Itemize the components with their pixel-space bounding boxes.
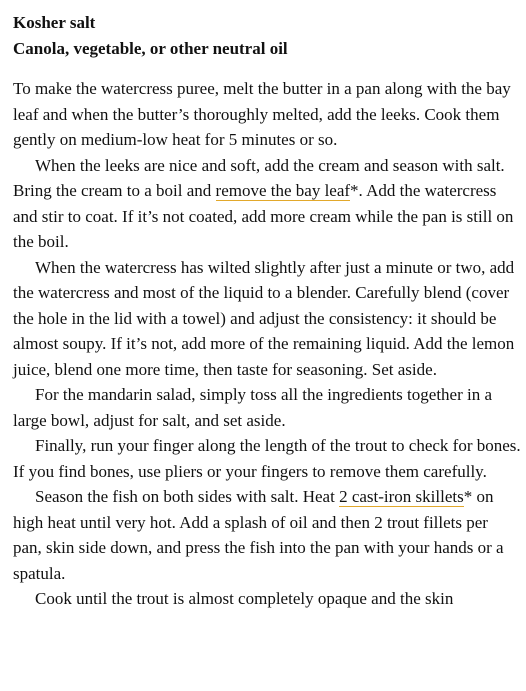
cast-iron-skillets-link[interactable]: 2 cast-iron skillets (339, 487, 464, 506)
paragraph-text: For the mandarin salad, simply toss all the ingredients together in a large bowl, adjust for salt, and set aside. (13, 385, 493, 430)
instruction-paragraph-blend (13, 255, 521, 383)
instruction-paragraph-bones (13, 433, 521, 484)
instruction-paragraph-leeks (13, 153, 521, 255)
paragraph-text: Cook until the trout is almost completely opaque and the skin (35, 589, 454, 608)
remove-bay-leaf-link[interactable]: remove the bay leaf (215, 181, 351, 200)
paragraph-text: When the watercress has wilted slightly after just a minute or two, add the watercress and most of the liquid to a blender. Carefully blend (cover the hole in the lid with a towel) and adjust the consistency: it should be almost soupy. If it’s not, add more of the remaining liquid. Add the lemon juice, blend one more time, then taste for seasoning. Set aside. (13, 257, 515, 379)
instruction-paragraph-cook-trout (13, 586, 521, 612)
paragraph-text: To make the watercress puree, melt the butter in a pan along with the bay leaf and when the butter’s thoroughly melted, add the leeks. Cook them gently on medium-low heat for 5 minutes or so. (13, 79, 511, 149)
paragraph-text: *. Add the watercress and stir to coat. If it’s not coated, add more cream while the pan is still on the boil. (13, 181, 514, 251)
instruction-paragraph-puree (13, 76, 521, 153)
ingredient-neutral-oil: Canola, vegetable, or other neutral oil (13, 39, 288, 58)
ingredient-list (13, 10, 526, 62)
paragraph-text: Finally, run your finger along the length of the trout to check for bones. If you find bones, use pliers or your fingers to remove them carefully. (13, 436, 521, 481)
paragraph-text: * on high heat until very hot. Add a splash of oil and then 2 trout fillets per pan, skin side down, and press the fish into the pan with your hands or a spatula. (13, 487, 504, 583)
instructions (13, 76, 521, 612)
paragraph-text: Season the fish on both sides with salt. Heat (35, 487, 340, 506)
ingredient-kosher-salt: Kosher salt (13, 13, 96, 32)
paragraph-text: When the leeks are nice and soft, add the cream and season with salt. Bring the cream to a boil and (13, 155, 505, 200)
instruction-paragraph-season-fish (13, 484, 521, 586)
instruction-paragraph-salad (13, 382, 521, 433)
